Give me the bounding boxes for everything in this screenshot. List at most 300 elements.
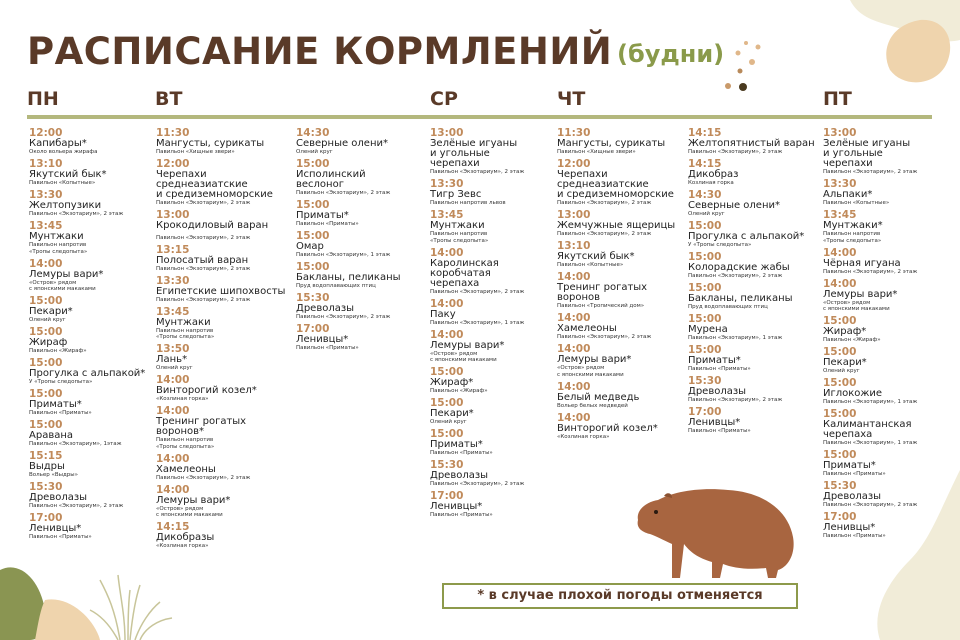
entry-location: «Остров» рядом с японскими макаками (430, 350, 497, 363)
schedule-entry (823, 248, 959, 276)
entry-time: 17:00 (823, 511, 857, 523)
entry-location: Павильон «Копытные» (823, 200, 890, 206)
entry-time: 13:10 (29, 158, 63, 170)
entry-animal: Северные олени* (688, 200, 780, 211)
entry-animal: Желтопятнистый варан (688, 138, 815, 149)
entry-location: «Остров» рядом с японскими макаками (156, 505, 223, 518)
entry-location: Павильон «Экзотариум», 2 этаж (296, 190, 391, 196)
entry-time: 14:00 (430, 297, 464, 310)
entry-time: 15:15 (29, 450, 63, 462)
entry-time: 15:00 (430, 428, 464, 440)
schedule-entry (557, 241, 693, 269)
entry-animal: Тренинг рогатых воронов (557, 282, 648, 303)
entry-time: 15:00 (29, 419, 63, 431)
entry-animal: Мунтжаки (29, 231, 84, 242)
entry-location: Павильон «Экзотариум», 2 этаж (156, 200, 251, 206)
entry-animal: Древолазы (688, 386, 747, 397)
entry-animal: Колорадские жабы (688, 262, 790, 273)
entry-animal: Бакланы, пеликаны (296, 272, 401, 283)
entry-animal: Капибары* (29, 138, 87, 149)
entry-location: Павильон «Экзотариум», 1 этаж (823, 399, 918, 405)
entry-animal: Альпаки* (823, 189, 873, 200)
entry-time: 14:00 (156, 405, 190, 417)
entry-location: Олений круг (29, 317, 66, 323)
entry-location: Павильон «Приматы» (823, 471, 886, 477)
column-tue-a (156, 128, 292, 553)
entry-time: 11:30 (557, 127, 591, 139)
entry-animal: Прогулка с альпакой* (688, 231, 805, 242)
entry-time: 14:00 (823, 246, 857, 259)
schedule-entry (29, 358, 165, 386)
schedule-entry (296, 293, 432, 321)
entry-animal: Исполинский веслоног (296, 169, 366, 190)
schedule-entry (29, 389, 165, 417)
entry-animal: Каролинская коробчатая черепаха (430, 257, 499, 289)
entry-location: Павильон «Экзотариум», 2 этаж (557, 231, 652, 237)
schedule-entry (688, 128, 824, 156)
entry-time: 17:00 (29, 512, 63, 524)
schedule-entry (823, 378, 959, 406)
entry-animal: Пекари* (430, 408, 474, 419)
schedule-entry (823, 481, 959, 509)
entry-time: 13:30 (430, 178, 464, 190)
entry-animal: Тренинг рогатых воронов* (156, 416, 247, 437)
schedule-entry (29, 513, 165, 541)
entry-animal: Мунтжаки (156, 316, 211, 328)
schedule-entry (823, 316, 959, 344)
schedule-entry (557, 159, 693, 207)
schedule-entry (296, 200, 432, 228)
entry-time: 13:30 (156, 274, 190, 287)
schedule-entry (29, 190, 165, 218)
schedule-entry (688, 314, 824, 342)
entry-location: «Козлиная горка» (557, 433, 610, 440)
entry-animal: Чёрная игуана (823, 257, 901, 269)
entry-animal: Дикобраз (688, 169, 739, 180)
schedule-entry (296, 128, 432, 156)
entry-animal: Белый медведь (557, 391, 640, 403)
entry-time: 13:15 (156, 243, 190, 256)
entry-time: 14:00 (29, 257, 63, 270)
entry-animal: Аравана (29, 430, 74, 441)
entry-animal: Зелёные игуаны и угольные черепахи (430, 138, 518, 169)
entry-location: Павильон «Экзотариум», 2 этаж (156, 296, 251, 303)
entry-location: Павильон «Экзотариум», 2 этаж (823, 268, 918, 275)
entry-time: 15:00 (688, 313, 722, 325)
entry-location: Павильон «Экзотариум», 2 этаж (688, 149, 783, 155)
schedule-entry (688, 407, 824, 435)
entry-animal: Жираф* (430, 377, 474, 388)
entry-time: 13:45 (430, 209, 464, 221)
schedule-entry (156, 245, 292, 273)
page-subtitle: (будни) (617, 40, 725, 68)
entry-animal: Выдры (29, 461, 65, 472)
entry-animal: Калимантанская черепаха (823, 419, 912, 440)
schedule-entry (296, 231, 432, 259)
entry-time: 14:00 (823, 277, 857, 290)
entry-location: «Козлиная горка» (156, 543, 209, 549)
schedule-entry (430, 210, 566, 244)
entry-location: Павильон напротив львов (430, 200, 506, 206)
schedule-entry (688, 283, 824, 311)
day-header-tue: ВТ (155, 88, 183, 110)
entry-time: 11:30 (156, 127, 190, 139)
entry-time: 13:10 (557, 240, 591, 252)
entry-animal: Бакланы, пеликаны (688, 293, 793, 304)
entry-animal: Прогулка с альпакой* (29, 368, 146, 379)
entry-time: 13:30 (823, 178, 857, 190)
entry-location: У «Тропы следопыта» (29, 379, 93, 385)
entry-location: Павильон «Жираф» (823, 337, 881, 343)
entry-time: 15:00 (430, 397, 464, 409)
schedule-entry (557, 272, 693, 310)
entry-animal: Приматы* (29, 399, 82, 410)
entry-animal: Крокодиловый варан (156, 220, 269, 231)
entry-time: 13:45 (823, 209, 857, 221)
column-thu-b (688, 128, 824, 438)
entry-location: «Остров» рядом с японскими макаками (823, 299, 890, 312)
entry-location: Олений круг (688, 211, 725, 217)
entry-location: Павильон «Экзотариум», 1этаж (29, 441, 122, 447)
entry-location: Павильон «Приматы» (823, 533, 886, 539)
schedule-entry (823, 210, 959, 244)
entry-time: 15:00 (688, 344, 722, 356)
entry-time: 14:30 (296, 127, 330, 139)
day-header-mon: ПН (27, 88, 59, 110)
schedule-entry (430, 367, 566, 395)
entry-location: Павильон «Экзотариум», 2 этаж (430, 288, 525, 295)
schedule-entry (557, 210, 693, 238)
day-header-fri: ПТ (823, 88, 852, 110)
entry-animal: Мангусты, сурикаты (156, 138, 265, 149)
entry-time: 15:30 (430, 459, 464, 471)
entry-location: Олений круг (296, 149, 333, 155)
entry-time: 15:00 (688, 220, 722, 232)
entry-location: Павильон «Хищные звери» (156, 149, 235, 155)
schedule-entry (29, 159, 165, 187)
entry-location: Павильон «Приматы» (29, 410, 92, 416)
entry-animal: Лемуры вари* (29, 268, 104, 280)
schedule-entry (430, 248, 566, 296)
entry-animal: Лемуры вари* (557, 354, 632, 365)
entry-time: 14:15 (156, 521, 190, 533)
entry-location: Павильон «Экзотариум», 2 этаж (29, 211, 124, 217)
column-mon (29, 128, 165, 544)
entry-animal: Ленивцы* (430, 501, 483, 512)
schedule-entry (823, 409, 959, 447)
entry-animal: Мунтжаки* (823, 220, 883, 231)
entry-location: Павильон «Экзотариум», 2 этаж (430, 481, 525, 487)
entry-location: Павильон «Экзотариум», 2 этаж (156, 474, 251, 481)
entry-animal: Жираф (29, 337, 68, 348)
schedule-entry (29, 221, 165, 255)
entry-location: Павильон «Приматы» (688, 428, 751, 434)
entry-animal: Полосатый варан (156, 254, 249, 266)
entry-time: 13:00 (156, 209, 190, 221)
entry-location: Павильон «Экзотариум», 1 этаж (296, 252, 391, 258)
entry-animal: Хамелеоны (156, 463, 216, 475)
entry-location: Павильон «Экзотариум», 1 этаж (823, 440, 918, 446)
entry-animal: Винторогий козел* (156, 385, 257, 396)
entry-animal: Ленивцы* (296, 334, 349, 345)
entry-location: Павильон «Приматы» (296, 221, 359, 227)
schedule-entry (29, 128, 165, 156)
schedule-entry (156, 485, 292, 519)
schedule-entry (688, 345, 824, 373)
entry-location: Павильон «Копытные» (557, 262, 624, 268)
entry-time: 14:00 (430, 328, 464, 341)
entry-animal: Лань* (156, 354, 188, 365)
entry-time: 13:50 (156, 343, 190, 355)
entry-location: Павильон «Копытные» (29, 180, 96, 186)
schedule-entry (156, 159, 292, 207)
schedule-entry (430, 330, 566, 364)
schedule-entry (296, 324, 432, 352)
schedule-entry (430, 429, 566, 457)
entry-animal: Лемуры вари* (823, 288, 898, 300)
entry-location: Павильон напротив «Тропы следопыта» (29, 242, 88, 255)
entry-time: 15:30 (296, 292, 330, 304)
schedule-entry (823, 179, 959, 207)
schedule-entry (688, 159, 824, 187)
entry-animal: Мурена (688, 324, 728, 335)
entry-time: 17:00 (296, 323, 330, 335)
entry-animal: Древолазы (29, 492, 88, 503)
entry-location: Павильон напротив «Тропы следопыта» (430, 231, 489, 244)
entry-animal: Винторогий козел* (557, 422, 658, 434)
entry-time: 15:00 (823, 449, 857, 461)
entry-time: 15:30 (688, 375, 722, 387)
entry-time: 15:00 (688, 282, 722, 294)
entry-animal: Приматы* (688, 355, 741, 366)
entry-time: 15:30 (823, 480, 857, 492)
entry-location: Павильон «Приматы» (688, 366, 751, 372)
entry-location: Павильон «Приматы» (29, 534, 92, 540)
entry-location: У «Тропы следопыта» (688, 242, 752, 248)
entry-time: 14:00 (557, 343, 591, 355)
column-thu-a (557, 128, 693, 444)
entry-animal: Черепахи среднеазиатские и средиземноморские (557, 169, 674, 200)
entry-location: Вольер «Выдры» (29, 472, 79, 478)
entry-location: Павильон «Экзотариум», 1 этаж (430, 319, 525, 326)
entry-animal: Древолазы (296, 303, 355, 314)
schedule-entry (557, 344, 693, 378)
schedule-entry (296, 159, 432, 197)
schedule-entry (29, 259, 165, 293)
schedule-entry (156, 307, 292, 341)
entry-time: 13:30 (29, 189, 63, 201)
schedule-entry (430, 179, 566, 207)
entry-location: Пруд водоплавающих птиц (688, 304, 768, 310)
header-divider (27, 115, 932, 119)
entry-location: Павильон «Жираф» (29, 348, 87, 354)
entry-animal: Мунтжаки (430, 220, 485, 231)
column-tue-b (296, 128, 432, 355)
entry-animal: Ленивцы* (823, 522, 876, 533)
schedule-entry (823, 347, 959, 375)
entry-location: Павильон «Экзотариум», 2 этаж (688, 397, 783, 403)
entry-time: 12:00 (557, 158, 591, 170)
entry-animal: Якутский бык* (29, 169, 107, 180)
entry-time: 15:00 (823, 377, 857, 389)
entry-location: «Остров» рядом с японскими макаками (29, 279, 96, 292)
schedule-entry (156, 406, 292, 450)
entry-time: 14:00 (557, 411, 591, 424)
entry-time: 14:00 (430, 246, 464, 259)
capybara-illustration (628, 482, 800, 582)
entry-time: 12:00 (156, 158, 190, 170)
entry-location: Павильон «Экзотариум», 2 этаж (823, 502, 918, 508)
entry-animal: Желтопузики (29, 200, 102, 211)
entry-location: Павильон «Тропический дом» (557, 303, 645, 309)
schedule-entry (296, 262, 432, 290)
column-wed (430, 128, 566, 522)
entry-time: 13:00 (430, 127, 464, 139)
entry-animal: Ленивцы* (688, 417, 741, 428)
schedule-entry (430, 128, 566, 176)
entry-location: «Остров» рядом с японскими макаками (557, 365, 624, 378)
entry-location: Павильон «Экзотариум», 2 этаж (688, 273, 783, 279)
entry-time: 13:00 (557, 209, 591, 221)
bottom-left-decoration (0, 540, 200, 640)
schedule-entry (557, 382, 693, 410)
schedule-entry (29, 327, 165, 355)
entry-time: 15:00 (29, 357, 63, 369)
schedule-entry (156, 375, 292, 403)
entry-time: 15:00 (430, 366, 464, 378)
entry-time: 13:00 (823, 127, 857, 139)
entry-time: 12:00 (29, 127, 63, 139)
entry-location: Павильон «Экзотариум», 2 этаж (430, 169, 525, 175)
entry-animal: Приматы* (296, 210, 349, 221)
entry-location: Около вольера жирафа (29, 149, 98, 155)
entry-time: 15:00 (29, 388, 63, 400)
dots-decoration (720, 35, 780, 95)
entry-location: Павильон напротив «Тропы следопыта» (823, 231, 882, 244)
schedule-entry (430, 460, 566, 488)
page-title: РАСПИСАНИЕ КОРМЛЕНИЙ (27, 30, 613, 73)
entry-animal: Якутский бык* (557, 251, 635, 262)
entry-time: 15:00 (296, 158, 330, 170)
entry-time: 15:00 (296, 230, 330, 242)
schedule-entry (156, 210, 292, 231)
entry-animal: Приматы* (823, 460, 876, 471)
schedule-entry (430, 299, 566, 327)
entry-animal: Паку (430, 308, 456, 320)
entry-location: Павильон «Экзотариум», 2 этаж (823, 169, 918, 175)
schedule-entry (823, 450, 959, 478)
entry-time: 14:00 (156, 374, 190, 386)
schedule-entry (688, 221, 824, 249)
schedule-entry (156, 128, 292, 156)
entry-time: 15:00 (823, 346, 857, 358)
schedule-entry (156, 235, 292, 242)
column-fri (823, 128, 959, 543)
schedule-entry (557, 128, 693, 156)
entry-animal: Тигр Зевс (430, 189, 482, 200)
entry-time: 14:00 (156, 483, 190, 496)
schedule-entry (557, 413, 693, 441)
schedule-entry (823, 512, 959, 540)
entry-time: 14:30 (688, 189, 722, 201)
schedule-entry (156, 344, 292, 372)
day-header-thu: ЧТ (557, 88, 586, 110)
weather-note: * в случае плохой погоды отменяется (442, 583, 798, 609)
entry-animal: Пекари* (823, 357, 867, 368)
entry-time: 15:30 (29, 481, 63, 493)
entry-location: Павильон «Экзотариум», 2 этаж (557, 334, 652, 340)
entry-time: 13:45 (29, 220, 63, 232)
entry-location: Павильон «Экзотариум», 2 этаж (156, 265, 251, 272)
entry-location: Павильон «Экзотариум», 2 этаж (557, 200, 652, 206)
schedule-entry (557, 313, 693, 341)
entry-time: 15:00 (823, 315, 857, 327)
entry-animal: Иглокожие (823, 388, 883, 399)
entry-time: 14:00 (557, 271, 591, 283)
entry-time: 13:45 (156, 305, 190, 318)
entry-location: Павильон напротив «Тропы следопыта» (156, 327, 215, 340)
entry-animal: Жемчужные ящерицы (557, 220, 676, 231)
entry-time: 15:00 (688, 251, 722, 263)
entry-location: «Козлиная горка» (156, 396, 209, 402)
entry-time: 15:00 (29, 326, 63, 338)
entry-location: Павильон «Приматы» (430, 450, 493, 456)
entry-time: 14:15 (688, 127, 722, 139)
entry-location: Павильон «Приматы» (430, 512, 493, 518)
entry-animal: Зелёные игуаны и угольные черепахи (823, 138, 911, 169)
entry-location: Пруд водоплавающих птиц (296, 283, 376, 289)
entry-location: Павильон «Хищные звери» (557, 149, 636, 155)
entry-time: 15:00 (296, 199, 330, 211)
entry-time: 14:00 (557, 380, 591, 393)
entry-time: 15:00 (823, 408, 857, 420)
entry-animal: Древолазы (823, 491, 882, 502)
entry-time: 14:15 (688, 158, 722, 170)
entry-location: Павильон «Экзотариум», 2 этаж (296, 314, 391, 320)
entry-animal: Хамелеоны (557, 323, 617, 334)
schedule-entry (688, 376, 824, 404)
entry-location: Павильон «Экзотариум», 2 этаж (156, 234, 251, 241)
entry-location: Олений круг (430, 419, 467, 425)
schedule-entry (156, 276, 292, 304)
schedule-entry (688, 252, 824, 280)
entry-animal: Дикобразы (156, 532, 215, 543)
entry-animal: Мангусты, сурикаты (557, 138, 666, 149)
entry-animal: Ленивцы* (29, 523, 82, 534)
entry-animal: Жираф* (823, 326, 867, 337)
day-header-wed: СР (430, 88, 458, 110)
schedule-entry (29, 482, 165, 510)
entry-animal: Древолазы (430, 470, 489, 481)
schedule-entry (29, 451, 165, 479)
entry-time: 14:00 (156, 452, 190, 465)
schedule-entry (156, 522, 292, 550)
entry-time: 14:00 (557, 312, 591, 324)
schedule-entry (688, 190, 824, 218)
entry-animal: Омар (296, 241, 324, 252)
entry-animal: Египетские шипохвосты (156, 285, 286, 297)
entry-location: Вольер белых медведей (557, 402, 628, 409)
schedule-entry (823, 128, 959, 176)
top-right-decoration (820, 0, 960, 100)
entry-animal: Пекари* (29, 306, 73, 317)
entry-location: Павильон «Экзотариум», 2 этаж (29, 503, 124, 509)
entry-animal: Лемуры вари* (430, 339, 505, 351)
schedule-entry (29, 420, 165, 448)
entry-animal: Северные олени* (296, 138, 388, 149)
entry-time: 15:00 (296, 261, 330, 273)
entry-location: Павильон напротив «Тропы следопыта» (156, 437, 215, 450)
